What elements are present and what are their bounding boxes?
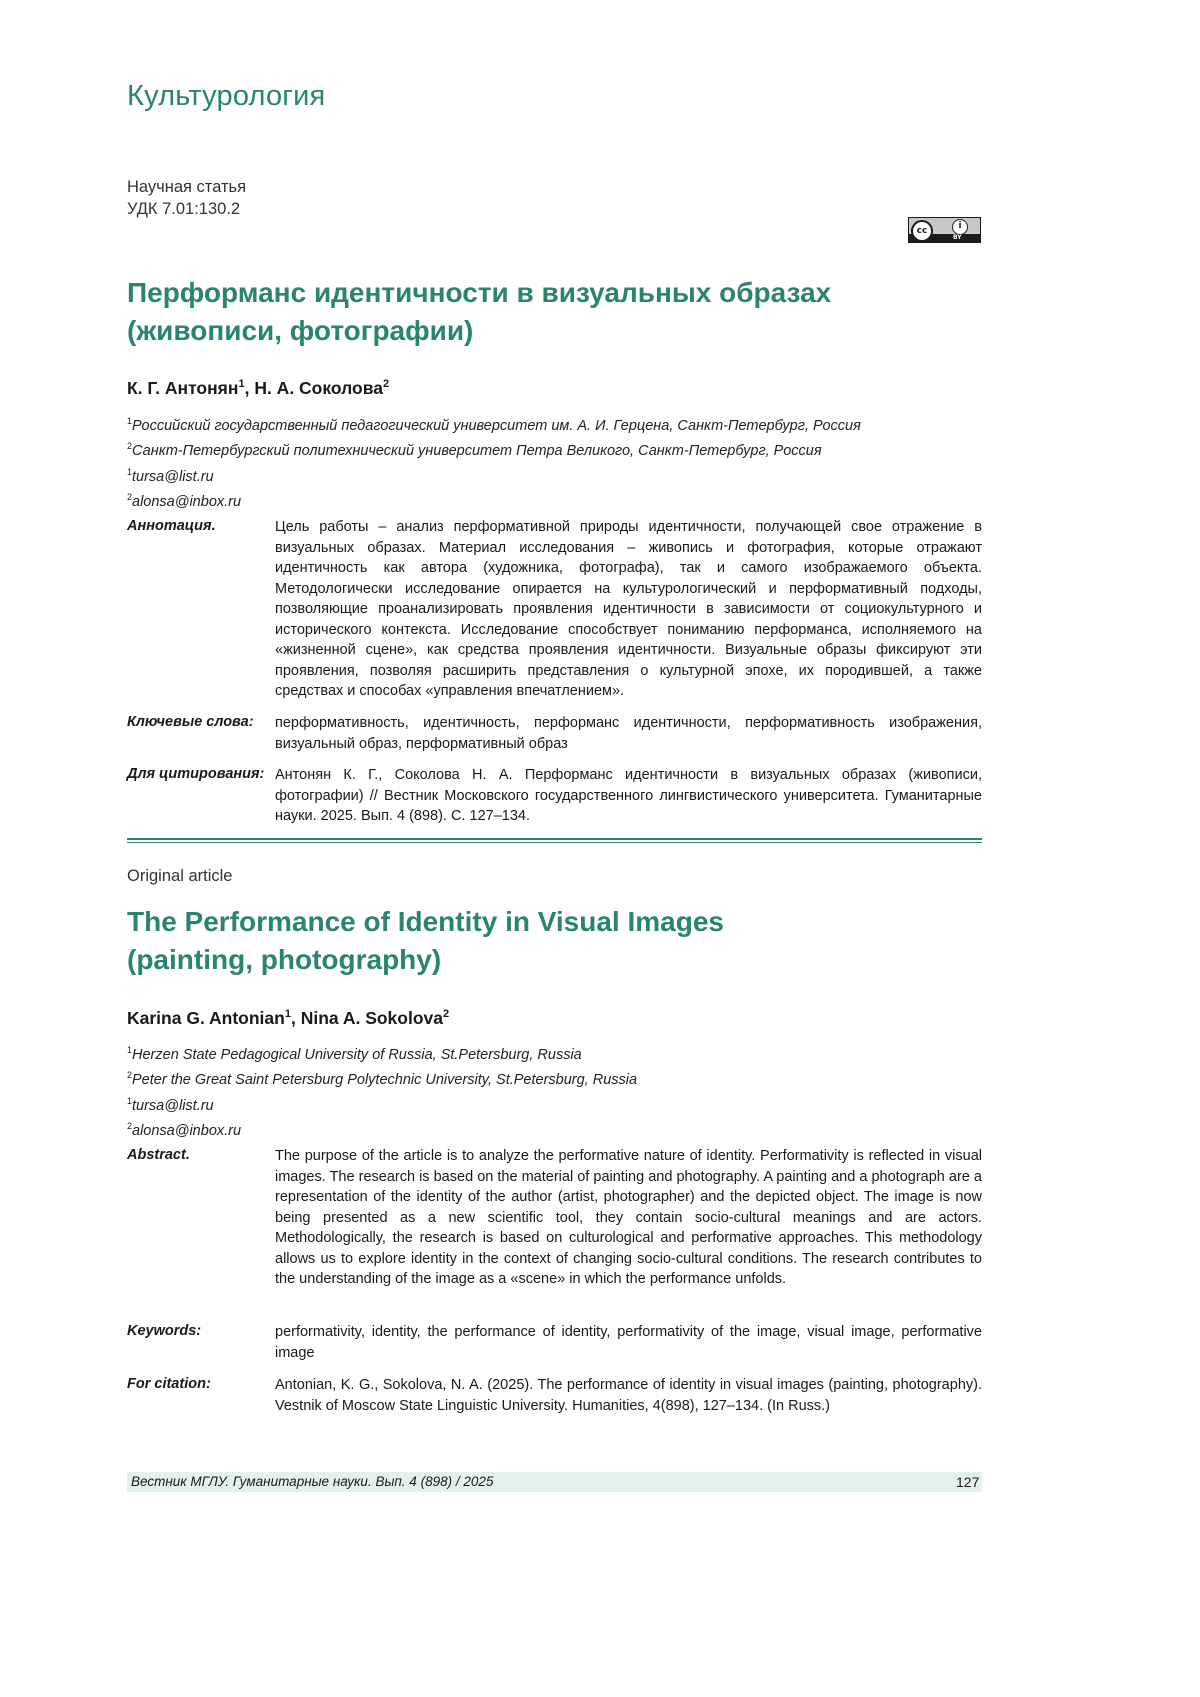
title-ru-line-1: Перформанс идентичности в визуальных образах — [127, 277, 832, 308]
author-ru-1: К. Г. Антонян — [127, 378, 239, 398]
article-title-en — [127, 903, 987, 979]
footer-journal: Вестник МГЛУ. Гуманитарные науки. Вып. 4 (898) / 2025 — [131, 1474, 494, 1489]
email-ru-1[interactable]: $^1$tursa@list.ru — [127, 466, 214, 485]
title-en-line-1: The Performance of Identity in Visual Images — [127, 906, 724, 937]
author-ru-2-sup: 2 — [382, 378, 390, 391]
author-en-2: Nina A. Sokolova — [300, 1008, 444, 1028]
udk-code: УДК 7.01:130.2 — [127, 200, 241, 218]
affiliation-ru-2: $^2$Санкт-Петербургский политехнический университет Петра Великого, Санкт-Петербург, Россия — [127, 441, 822, 460]
abstract-label-ru: Аннотация. — [127, 518, 216, 534]
citation-label-ru: Для цитирования: — [127, 766, 265, 782]
keywords-text-en: performativity, identity, the performance of identity, performativity of the image, visual image, performative image — [275, 1324, 982, 1361]
authors-en: Karina G. Antonian$^1$, Nina A. Sokolova$^2$ — [127, 1008, 450, 1028]
author-en-1-sup: 1 — [284, 1008, 291, 1021]
article-type-ru: Научная статья — [127, 178, 247, 196]
title-ru-line-2: (живописи, фотографии) — [127, 315, 474, 346]
citation-text-ru: Антонян К. Г., Соколова Н. А. Перформанс идентичности в визуальных образах (живописи, фотографии) // Вестник Московского государственного лингвистического университета. Гуманитарные науки. 2025. Вып. 4 (898). С. 127–134. — [275, 767, 982, 824]
affiliation-en-2: $^2$Peter the Great Saint Petersburg Polytechnic University, St.Petersburg, Russia — [127, 1070, 638, 1089]
divider-rule-top — [127, 838, 982, 840]
affiliations-en — [127, 1040, 637, 1141]
affiliations-ru — [127, 411, 861, 512]
divider-rule-bottom — [127, 842, 982, 843]
affiliation-ru-1: $^1$Российский государственный педагогический университет им. А. И. Герцена, Санкт-Петербург, Россия — [127, 416, 861, 434]
citation-label-en: For citation: — [127, 1376, 211, 1392]
abstract-text-en: The purpose of the article is to analyze the performative nature of identity. Performativity is reflected in visual images. The research is based on the material of painting and photography. A painting and a photograph are a representation of the identity of the author (artist, photographer) and the depicted object. The image is now being presented as a new scientific tool, they contain socio-cultural meanings and are actors. Methodologically, the research is based on culturological and performative approaches. This methodology allows us to explore identity in the context of changing socio-cultural conditions. The research contributes to the understanding of the image as a «scene» in which the performance unfolds. — [275, 1148, 982, 1287]
keywords-label-en: Keywords: — [127, 1323, 202, 1339]
email-ru-2[interactable]: $^2$alonsa@inbox.ru — [127, 491, 242, 510]
authors-ru: К. Г. Антонян$^1$, Н. А. Соколова$^2$ — [127, 378, 390, 398]
affiliation-en-1: $^1$Herzen State Pedagogical University of Russia, St.Petersburg, Russia — [127, 1045, 582, 1063]
title-en-line-2: (painting, photography) — [127, 944, 442, 975]
author-en-1: Karina G. Antonian — [127, 1008, 285, 1028]
abstract-text-ru: Цель работы – анализ перформативной природы идентичности, получающей свое отражение в визуальных образах. Материал исследования – живопись и фотография, которые отражают идентичность как автора (художника, фотографа), так и самого изображаемого объекта. Методологически исследование опирается на культурологический и перформативный подходы, позволяющие проанализировать проявления идентичности в зависимости от социокультурного и исторического контекста. Исследование способствует пониманию перформанса, исполняемого на «жизненной сцене», как средства проявления идентичности. Визуальные образы фиксируют эти проявления, позволяя расширить представления о культурной эпохе, их породившей, а также средствах и способах «управления впечатлением». — [275, 519, 982, 699]
keywords-text-ru: перформативность, идентичность, перформанс идентичности, перформативность изображения, визуальный образ, перформативный образ — [275, 715, 982, 752]
email-en-2[interactable]: $^2$alonsa@inbox.ru — [127, 1120, 242, 1139]
article-type-en: Original article — [127, 867, 233, 885]
page-number: 127 — [956, 1474, 980, 1490]
email-en-1[interactable]: $^1$tursa@list.ru — [127, 1095, 214, 1114]
keywords-label-ru: Ключевые слова: — [127, 714, 254, 730]
cc-by-license-badge[interactable] — [908, 217, 981, 243]
section-title: Культурология — [127, 80, 326, 112]
attribution-icon: i — [952, 219, 968, 235]
article-title-ru — [127, 274, 987, 350]
author-en-2-sup: 2 — [443, 1008, 450, 1021]
by-label: BY — [953, 234, 962, 241]
citation-text-en: Antonian, K. G., Sokolova, N. A. (2025). The performance of identity in visual images (painting, photography). Vestnik of Moscow State Linguistic University. Humanities, 4(898), 127–134. (In Russ.) — [275, 1377, 982, 1414]
abstract-label-en: Abstract. — [127, 1147, 190, 1163]
author-ru-2: Н. А. Соколова — [254, 378, 383, 398]
creative-commons-icon: cc — [911, 220, 933, 242]
author-ru-1-sup: 1 — [238, 378, 245, 391]
